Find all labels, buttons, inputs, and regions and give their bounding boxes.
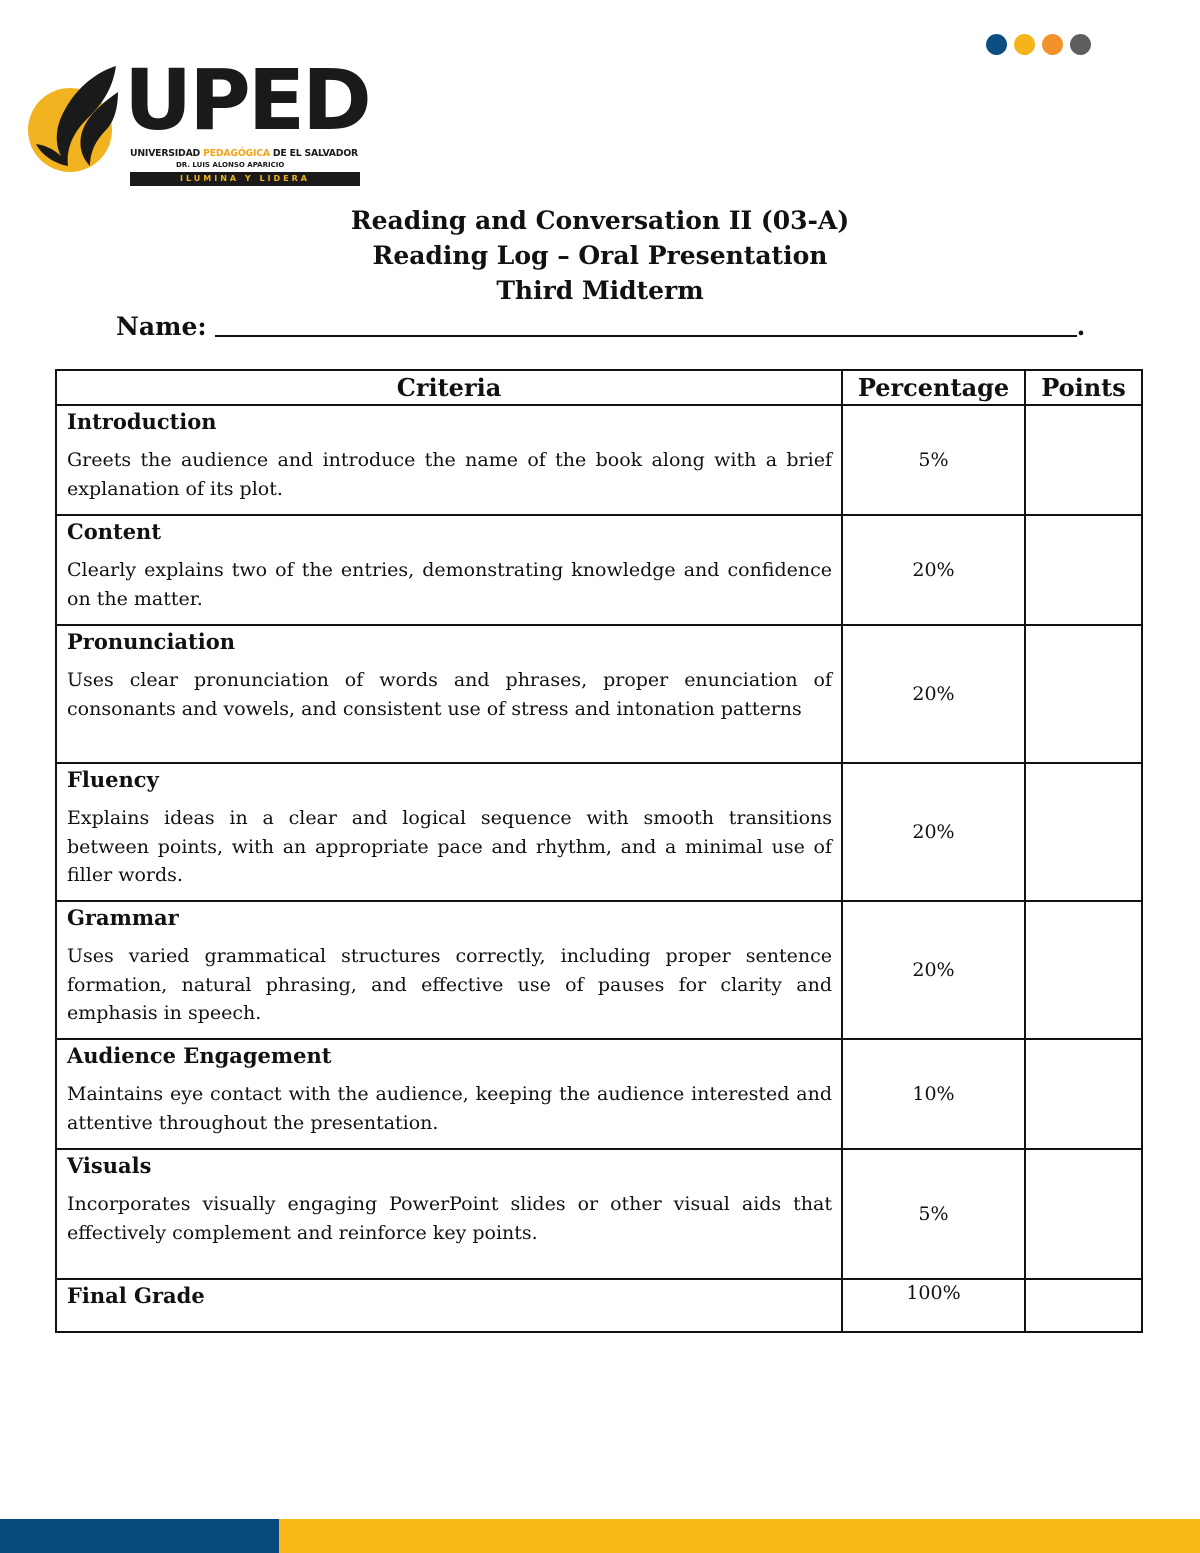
percentage-cell: 20% — [842, 515, 1025, 625]
dot-yellow — [1014, 34, 1035, 55]
points-cell[interactable] — [1025, 763, 1142, 901]
header-points: Points — [1025, 370, 1142, 405]
final-points-cell[interactable] — [1025, 1279, 1142, 1332]
criteria-title: Visuals — [67, 1153, 152, 1178]
points-cell[interactable] — [1025, 1039, 1142, 1149]
criteria-cell — [56, 1039, 842, 1149]
criteria-description: Uses clear pronunciation of words and phrases, proper enunciation of consonants and vowels, and consistent use of stress and intonation patterns — [67, 669, 832, 720]
logo-wordmark: UPED — [124, 51, 369, 149]
logo-founder: DR. LUIS ALONSO APARICIO — [176, 161, 285, 169]
dot-gray — [1070, 34, 1091, 55]
uped-logo — [26, 51, 369, 190]
criteria-title: Introduction — [67, 409, 217, 434]
criteria-cell — [56, 625, 842, 763]
logo-university-b: PEDAGÓGICA — [203, 148, 270, 159]
logo-motto: ILUMINA Y LIDERA — [130, 172, 360, 186]
percentage-cell: 20% — [842, 625, 1025, 763]
header-percentage: Percentage — [842, 370, 1025, 405]
criteria-cell — [56, 763, 842, 901]
logo-university — [130, 148, 364, 159]
criteria-title: Fluency — [67, 767, 159, 792]
table-row — [56, 901, 1142, 1039]
name-end: . — [1076, 312, 1086, 341]
table-row — [56, 1149, 1142, 1279]
name-label: Name: — [116, 312, 207, 341]
points-cell[interactable] — [1025, 515, 1142, 625]
table-header-row — [56, 370, 1142, 405]
criteria-cell — [56, 901, 842, 1039]
footer-bar-yellow — [279, 1519, 1200, 1553]
activity-title: Reading Log – Oral Presentation — [372, 241, 828, 270]
table-row — [56, 515, 1142, 625]
criteria-description: Greets the audience and introduce the name of the book along with a brief explanation of its plot. — [67, 449, 832, 500]
course-title: Reading and Conversation II (03-A) — [350, 206, 850, 235]
criteria-cell — [56, 515, 842, 625]
wing-emblem-icon — [26, 62, 126, 190]
criteria-description: Clearly explains two of the entries, demonstrating knowledge and confidence on the matter. — [67, 559, 832, 610]
dot-blue — [986, 34, 1007, 55]
term-title: Third Midterm — [496, 276, 704, 305]
table-row — [56, 625, 1142, 763]
criteria-cell — [56, 1149, 842, 1279]
criteria-title: Grammar — [67, 905, 179, 930]
table-row — [56, 1039, 1142, 1149]
logo-university-c: DE EL SALVADOR — [269, 148, 358, 159]
header-criteria: Criteria — [56, 370, 842, 405]
points-cell[interactable] — [1025, 405, 1142, 515]
criteria-cell — [56, 405, 842, 515]
final-percentage-cell: 100% — [842, 1279, 1025, 1332]
criteria-title: Audience Engagement — [67, 1043, 332, 1068]
percentage-cell: 5% — [842, 1149, 1025, 1279]
final-grade-row — [56, 1279, 1142, 1332]
rubric-table — [55, 369, 1143, 1333]
points-cell[interactable] — [1025, 901, 1142, 1039]
criteria-description: Explains ideas in a clear and logical sequence with smooth transitions between points, with an appropriate pace and rhythm, and a minimal use of filler words. — [67, 807, 832, 886]
criteria-description: Incorporates visually engaging PowerPoint slides or other visual aids that effectively complement and reinforce key points. — [67, 1193, 832, 1244]
dot-orange — [1042, 34, 1063, 55]
header-dots — [986, 34, 1091, 55]
percentage-cell: 20% — [842, 763, 1025, 901]
table-row — [56, 763, 1142, 901]
percentage-cell: 5% — [842, 405, 1025, 515]
final-grade-label: Final Grade — [67, 1283, 205, 1308]
logo-university-a: UNIVERSIDAD — [130, 148, 204, 159]
points-cell[interactable] — [1025, 1149, 1142, 1279]
table-row — [56, 405, 1142, 515]
final-grade-cell — [56, 1279, 842, 1332]
name-row — [116, 309, 1085, 344]
points-cell[interactable] — [1025, 625, 1142, 763]
footer-bar-blue — [0, 1519, 279, 1553]
percentage-cell: 10% — [842, 1039, 1025, 1149]
name-field[interactable] — [215, 309, 1077, 337]
criteria-description: Uses varied grammatical structures correctly, including proper sentence formation, natural phrasing, and effective use of pauses for clarity and emphasis in speech. — [67, 945, 832, 1024]
criteria-description: Maintains eye contact with the audience, keeping the audience interested and attentive throughout the presentation. — [67, 1083, 832, 1134]
percentage-cell: 20% — [842, 901, 1025, 1039]
criteria-title: Content — [67, 519, 162, 544]
criteria-title: Pronunciation — [67, 629, 235, 654]
